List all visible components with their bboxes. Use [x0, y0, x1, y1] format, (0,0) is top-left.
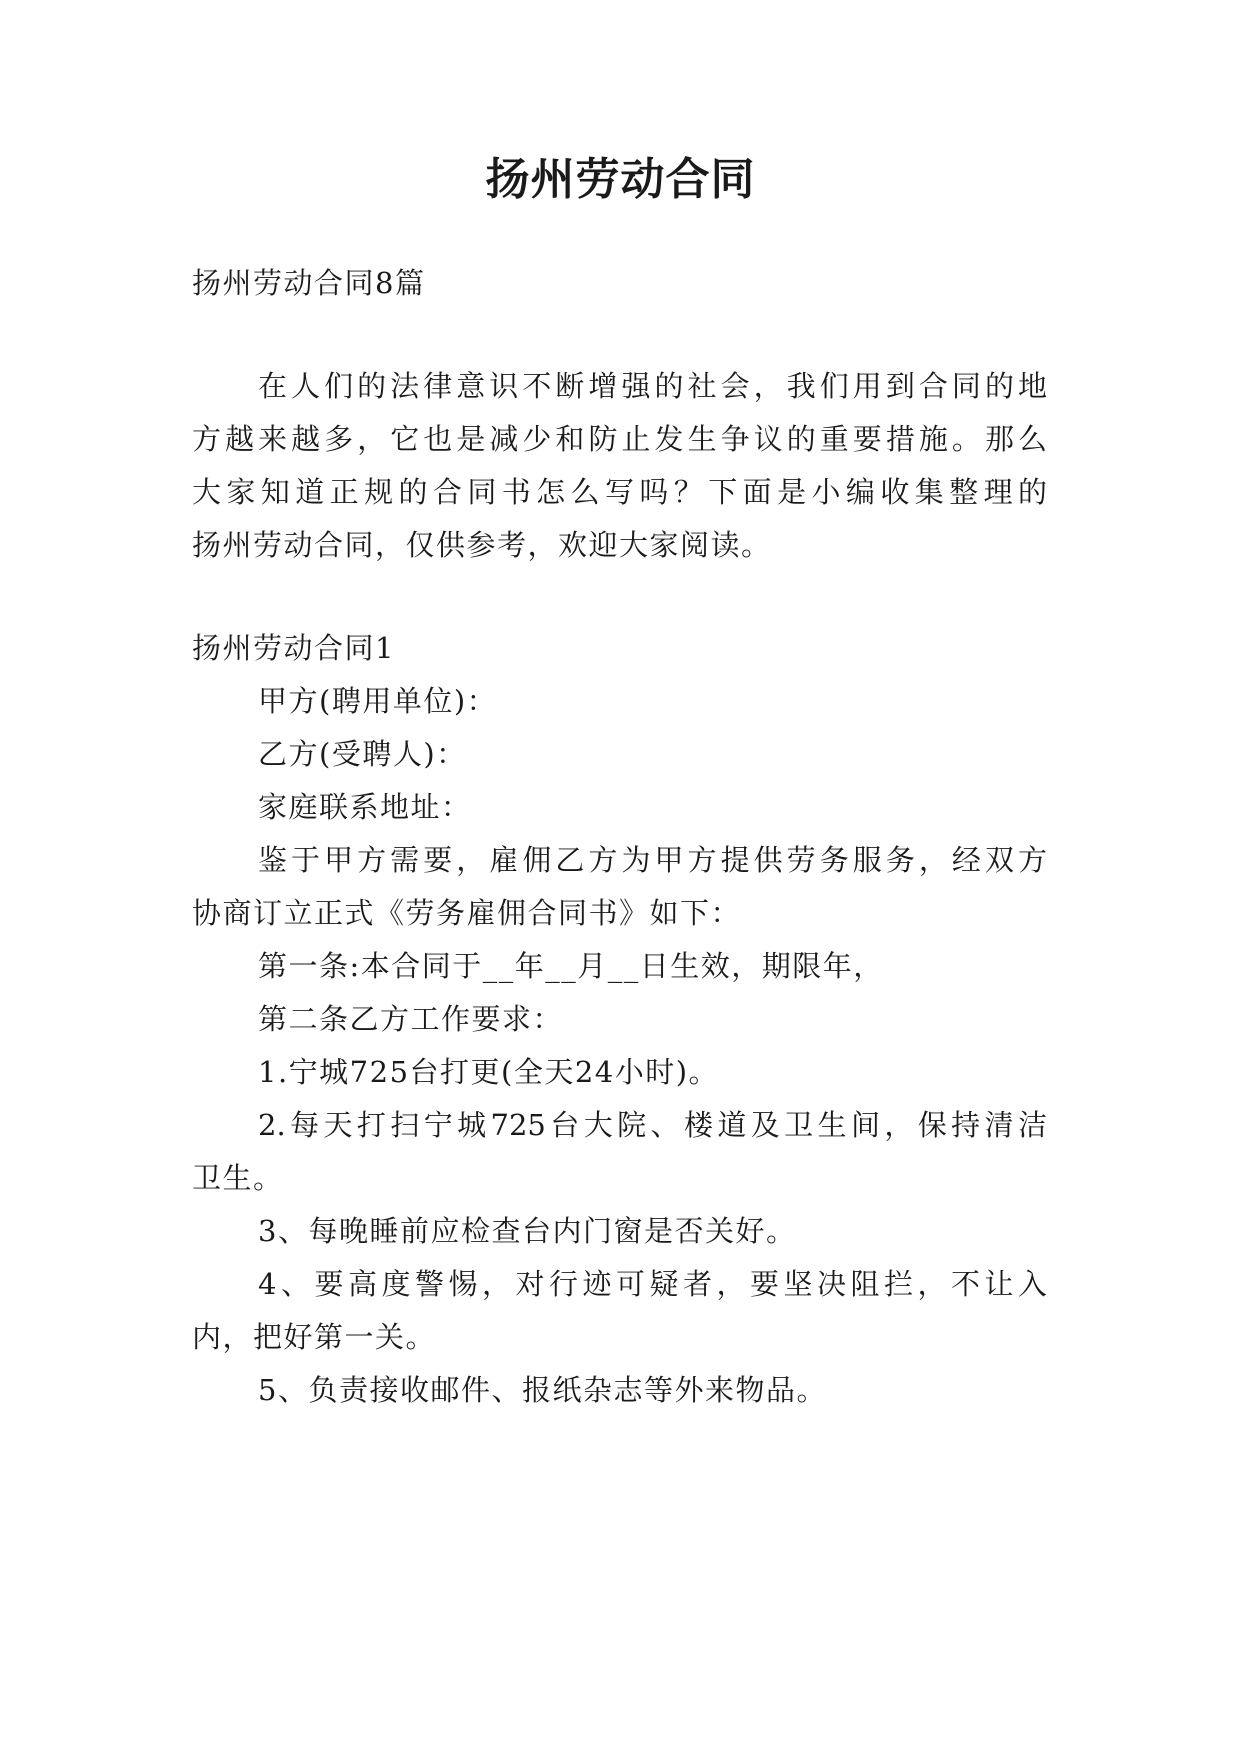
- list-item-continuation: 卫生。: [192, 1161, 284, 1195]
- list-item: 4、要高度警惕，对行迹可疑者，要坚决阻拦，不让入: [258, 1267, 1047, 1301]
- home-address-field: 家庭联系地址：: [258, 790, 472, 824]
- list-item-continuation: 内，把好第一关。: [192, 1320, 437, 1354]
- party-b-field: 乙方(受聘人)：: [258, 737, 467, 771]
- document-title: 扬州劳动合同: [485, 154, 756, 205]
- intro-line: 方越来越多，它也是减少和防止发生争议的重要措施。那么: [192, 422, 1047, 456]
- section-heading: 扬州劳动合同1: [192, 631, 395, 665]
- list-item: 1.宁城725台打更(全天24小时)。: [258, 1055, 720, 1089]
- list-item: 3、每晚睡前应检查台内门窗是否关好。: [258, 1214, 797, 1248]
- party-a-field: 甲方(聘用单位)：: [258, 684, 498, 718]
- intro-line: 大家知道正规的合同书怎么写吗？下面是小编收集整理的: [192, 475, 1047, 509]
- article-2: 第二条乙方工作要求：: [258, 1002, 564, 1036]
- list-item: 2.每天打扫宁城725台大院、楼道及卫生间，保持清洁: [258, 1108, 1047, 1142]
- intro-line: 扬州劳动合同，仅供参考，欢迎大家阅读。: [192, 528, 772, 562]
- article-1: 第一条:本合同于__年__月__日生效，期限年，: [258, 949, 884, 983]
- preamble-line: 协商订立正式《劳务雇佣合同书》如下：: [192, 896, 742, 930]
- list-item: 5、负责接收邮件、报纸杂志等外来物品。: [258, 1373, 827, 1407]
- preamble-line: 鉴于甲方需要，雇佣乙方为甲方提供劳务服务，经双方: [258, 843, 1047, 877]
- document-subtitle: 扬州劳动合同8篇: [192, 266, 426, 300]
- intro-line: 在人们的法律意识不断增强的社会，我们用到合同的地: [258, 369, 1047, 403]
